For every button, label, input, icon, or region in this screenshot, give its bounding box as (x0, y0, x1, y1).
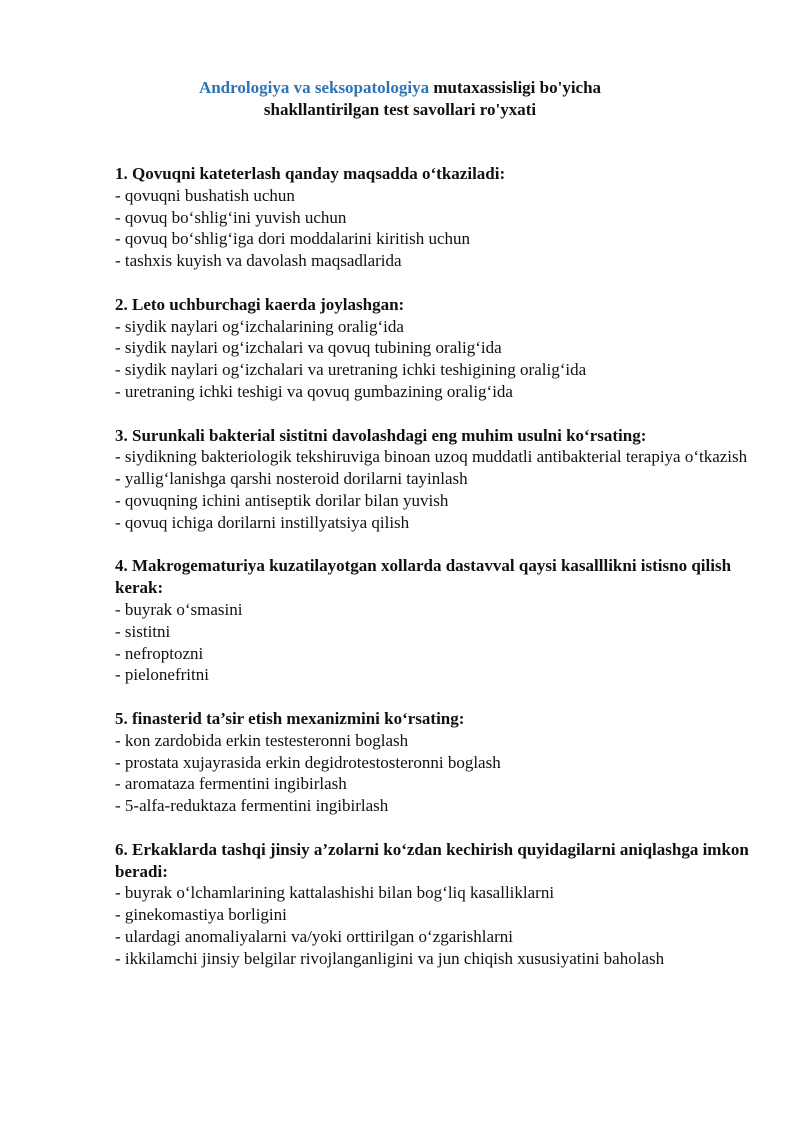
answer-option: - sistitni (115, 621, 171, 641)
answer-option: - qovuq bo‘shlig‘ini yuvish uchun (115, 207, 347, 227)
answer-option: - ulardagi anomaliyalarni va/yoki orttirilgan o‘zgarishlarni (115, 926, 513, 946)
answer-option: - siydik naylari og‘izchalari va qovuq tubining oralig‘ida (115, 338, 502, 358)
answer-option: - ginekomastiya borligini (115, 905, 287, 925)
answer-option: - uretraning ichki teshigi va qovuq gumbazining oralig‘ida (115, 381, 513, 401)
question-text: 4. Makrogematuriya kuzatilayotgan xollarda dastavval qaysi kasalllikni istisno qilish kerak: (115, 556, 732, 598)
answer-option: - buyrak o‘lchamlarining kattalashishi bilan bog‘liq kasalliklarni (115, 883, 555, 903)
answer-option: - qovuqning ichini antiseptik dorilar bilan yuvish (115, 490, 449, 510)
answer-list (115, 599, 755, 686)
question-1 (115, 163, 755, 272)
answer-list (115, 446, 755, 533)
question-5 (115, 708, 755, 817)
answer-option: - nefroptozni (115, 643, 204, 663)
title-specialty-name: Andrologiya va seksopatologiya (198, 78, 430, 97)
question-text: 3. Surunkali bakterial sistitni davolashdagi eng muhim usulni ko‘rsating: (115, 425, 647, 445)
answer-option: - siydik naylari og‘izchalari va uretraning ichki teshigining oralig‘ida (115, 360, 587, 380)
question-4 (115, 555, 755, 686)
question-6 (115, 839, 755, 970)
answer-list (115, 316, 755, 403)
document-title-line-2: shakllantirilgan test savollari ro'yxati (263, 100, 537, 119)
question-text: 2. Leto uchburchagi kaerda joylashgan: (115, 294, 405, 314)
answer-option: - tashxis kuyish va davolash maqsadlarida (115, 251, 402, 271)
answer-option: - siydikning bakteriologik tekshiruviga binoan uzoq muddatli antibakterial terapiya o‘tkazish (115, 447, 748, 467)
question-3 (115, 425, 755, 534)
answer-option: - prostata xujayrasida erkin degidrotestosteronni boglash (115, 752, 501, 772)
answer-option: - pielonefritni (115, 665, 209, 685)
answer-option: - kon zardobida erkin testesteronni boglash (115, 730, 409, 750)
answer-option: - buyrak o‘smasini (115, 599, 243, 619)
answer-option: - ikkilamchi jinsiy belgilar rivojlanganligini va jun chiqish xususiyatini baholash (115, 948, 665, 968)
answer-list (115, 882, 755, 969)
questions-list (115, 163, 755, 991)
title-rest-text: mutaxassisligi bo'yicha (429, 78, 602, 97)
answer-list (115, 185, 755, 272)
question-2 (115, 294, 755, 403)
answer-option: - qovuq bo‘shlig‘iga dori moddalarini kiritish uchun (115, 229, 471, 249)
answer-option: - qovuqni bushatish uchun (115, 185, 295, 205)
question-text: 6. Erkaklarda tashqi jinsiy a’zolarni ko‘zdan kechirish quyidagilarni aniqlashga imkon beradi: (115, 839, 749, 881)
answer-list (115, 730, 755, 817)
question-text: 1. Qovuqni kateterlash qanday maqsadda o‘tkaziladi: (115, 164, 506, 183)
answer-option: - 5-alfa-reduktaza fermentini ingibirlash (115, 796, 389, 816)
question-text: 5. finasterid ta’sir etish mexanizmini ko‘rsating: (115, 708, 465, 728)
answer-option: - qovuq ichiga dorilarni instillyatsiya qilish (115, 512, 410, 532)
answer-option: - yallig‘lanishga qarshi nosteroid dorilarni tayinlash (115, 469, 468, 489)
answer-option: - aromataza fermentini ingibirlash (115, 774, 347, 794)
document-title-line-1 (0, 77, 800, 99)
answer-option: - siydik naylari og‘izchalarining oralig‘ida (115, 316, 404, 336)
